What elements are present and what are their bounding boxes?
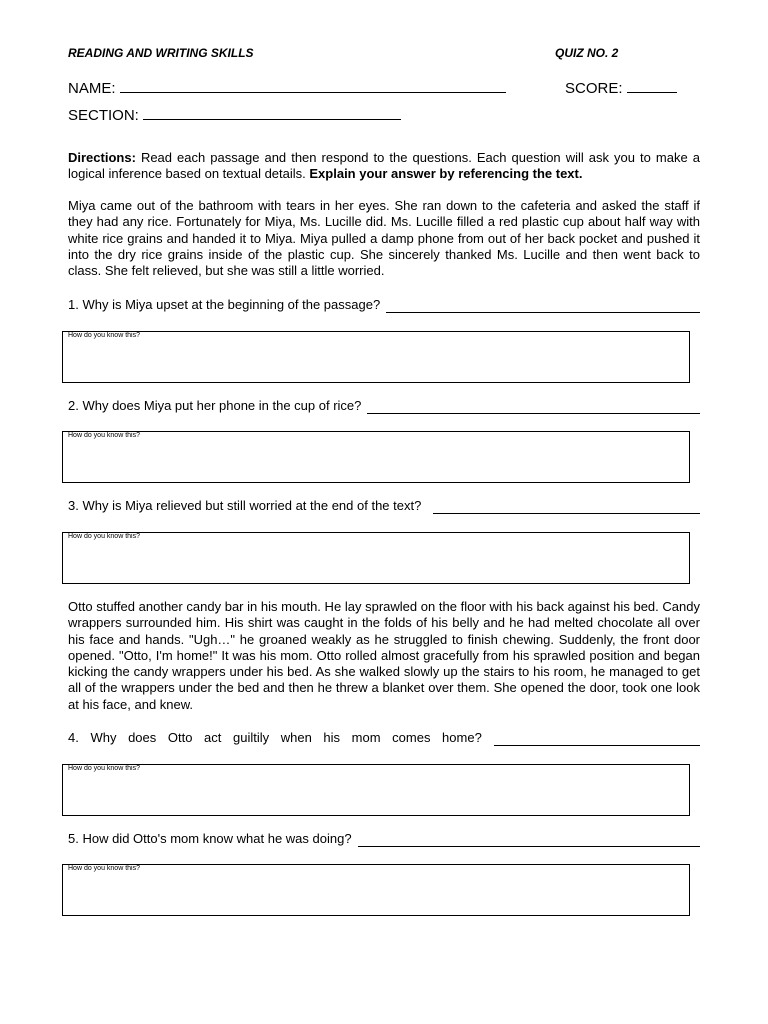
passage-miya: Miya came out of the bathroom with tears in her eyes. She ran down to the cafeteria and asked the staff if they had any rice. Fortunately for Miya, Ms. Lucille did. Ms. Lucille filled a red plastic cup about half way with white rice grains and handed it to Miya. Miya pulled a damp phone from out of her back pocket and pushed it into the dry rice grains inside of the plastic cup. She sincerely thanked Ms. Lucille and then went back to class. She felt relieved, but she was still a little worried. xyxy=(68,198,700,279)
answer-prompt-5: How do you know this? xyxy=(68,865,140,872)
answer-prompt-3: How do you know this? xyxy=(68,533,140,540)
name-blank[interactable] xyxy=(120,78,506,93)
directions xyxy=(68,150,700,183)
name-label: NAME: xyxy=(68,80,116,97)
section-label: SECTION: xyxy=(68,107,139,124)
directions-emphasis: Explain your answer by referencing the text. xyxy=(309,166,583,182)
question-4-text: 4. Why does Otto act guiltily when his mom comes home? xyxy=(68,730,482,745)
answer-prompt-4: How do you know this? xyxy=(68,765,140,772)
answer-prompt-1: How do you know this? xyxy=(68,332,140,339)
question-5-text: 5. How did Otto's mom know what he was doing? xyxy=(68,831,352,846)
subject-title: READING AND WRITING SKILLS xyxy=(68,46,254,60)
question-4 xyxy=(68,730,700,746)
question-1 xyxy=(68,297,700,313)
directions-text: Read each passage and then respond to the questions. Each question will ask you to make a logical inference based on textual details. xyxy=(68,150,700,182)
quiz-number: QUIZ NO. 2 xyxy=(555,46,619,60)
question-2 xyxy=(68,398,700,414)
score-blank[interactable] xyxy=(627,78,677,93)
answer-prompt-2: How do you know this? xyxy=(68,432,140,439)
score-label: SCORE: xyxy=(565,80,623,97)
question-2-answer-line[interactable] xyxy=(367,401,700,414)
question-5-answer-line[interactable] xyxy=(358,834,700,847)
question-1-answer-line[interactable] xyxy=(386,300,700,313)
directions-label: Directions: xyxy=(68,150,136,165)
answer-box-3[interactable] xyxy=(62,532,690,584)
question-2-text: 2. Why does Miya put her phone in the cup of rice? xyxy=(68,398,362,413)
answer-box-4[interactable] xyxy=(62,764,690,816)
question-3 xyxy=(68,498,700,514)
question-3-answer-line[interactable] xyxy=(433,501,700,514)
question-5 xyxy=(68,831,700,847)
question-1-text: 1. Why is Miya upset at the beginning of the passage? xyxy=(68,297,381,312)
answer-box-5[interactable] xyxy=(62,864,690,916)
name-field xyxy=(68,78,506,98)
answer-box-1[interactable] xyxy=(62,331,690,383)
answer-box-2[interactable] xyxy=(62,431,690,483)
question-4-answer-line[interactable] xyxy=(494,733,700,746)
passage-otto: Otto stuffed another candy bar in his mouth. He lay sprawled on the floor with his back against his bed. Candy wrappers surrounded him. His shirt was caught in the folds of his belly and he had melted chocolate all over his face and hands. "Ugh…" he groaned weakly as he struggled to finish chewing. Suddenly, the front door opened. "Otto, I'm home!" It was his mom. Otto rolled almost gracefully from his sprawled position and began kicking the candy wrappers under his bed. As she walked slowly up the stairs to his room, he managed to get all of the wrappers under the bed and then he threw a blanket over them. She opened the door, took one look at his face, and knew. xyxy=(68,599,700,712)
score-field xyxy=(565,78,677,98)
section-field xyxy=(68,105,401,125)
section-blank[interactable] xyxy=(143,105,401,120)
question-3-text: 3. Why is Miya relieved but still worried at the end of the text? xyxy=(68,498,422,513)
